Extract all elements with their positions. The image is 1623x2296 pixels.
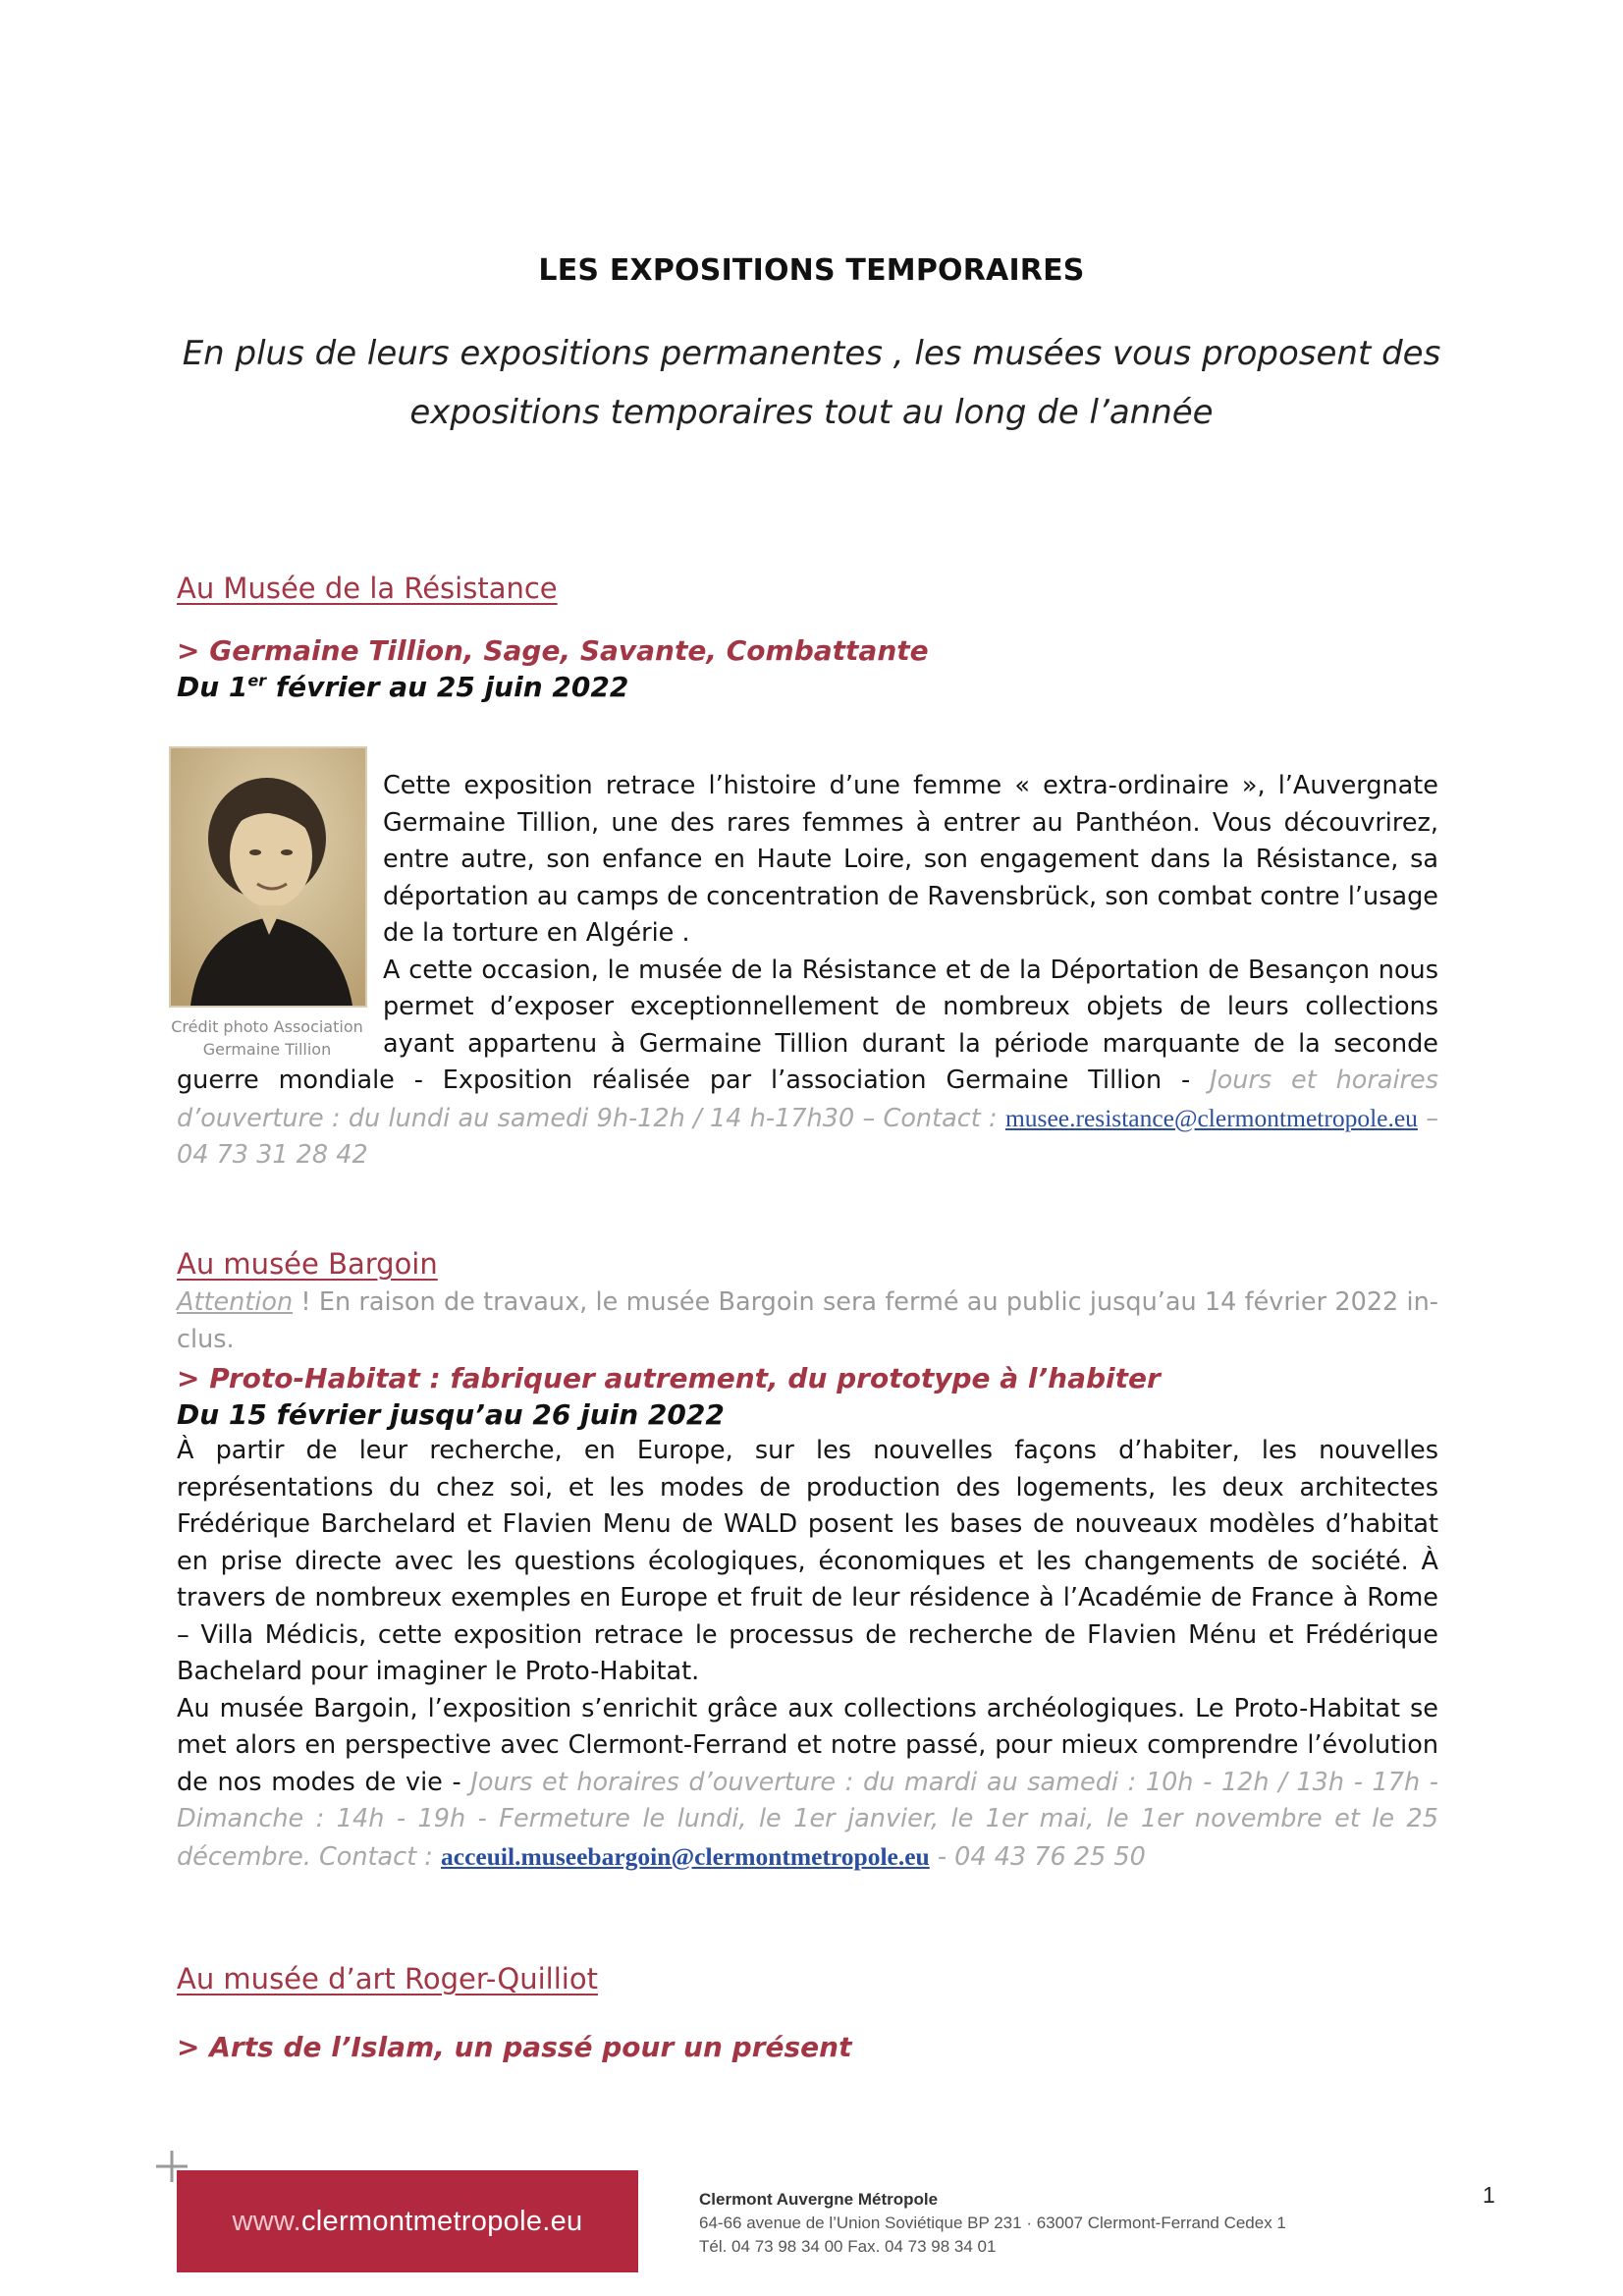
attention-label: Attention [177,1287,294,1317]
page-title: LES EXPOSITIONS TEMPORAIRES [538,253,1085,288]
bargoin-phone: - 04 43 76 25 50 [929,1841,1146,1872]
page-number: 1 [1483,2182,1495,2208]
banner-www: www. [232,2205,301,2237]
section-resistance [177,572,1438,703]
footer-address [699,2188,1445,2259]
resistance-hours: Jours et horaires d’ouverture : du lundi au samedi 9h-12h / 14 h-17h30 – Contact : [177,1066,1438,1133]
caption-line-1: Crédit photo Association [171,1017,363,1036]
section-heading-quilliot: Au musée d’art Roger-Quilliot [177,1962,598,1995]
bargoin-paragraph-1: À partir de leur recherche, en Europe, sur les nouvelles façons d’habiter, les nouvelles représentations du chez soi, et les modes de production des logements, les deux architectes Frédérique Barchelard et Flavien Menu de WALD posent les bases de nouveaux modèles d’habitat en prise directe avec les questions écologiques, économiques et les changements de société. À travers de nombreux exemples en Europe et fruit de leur résidence à l’Académie de France à Rome – Villa Médicis, cette exposition retrace le processus de recherche de Flavien Ménu et Frédérique Bachelard pour imaginer le Proto-Habitat. [177,1436,1438,1686]
footer-phone-fax: Tél. 04 73 98 34 00 Fax. 04 73 98 34 01 [699,2237,997,2256]
section-quilliot [177,1962,1438,2063]
footer-street-address: 64-66 avenue de l’Union Soviétique BP 231 · 63007 Clermont-Ferrand Cedex 1 [699,2214,1286,2232]
resistance-paragraph-1: Cette exposition retrace l’histoire d’une femme « extra-ordinaire », l’Auvergnate Germaine Tillion, une des rares femmes à entrer au Panthéon. Vous découvrirez, entre autre, son enfance en Haute Loire, son engagement dans la Résistance, sa déportation au camps de concentration de Ravensbrück, son combat contre l’usage de la torture en Algérie . [383,771,1438,948]
bargoin-email-link[interactable]: acceuil.museebargoin@clermontmetropole.eu [441,1841,930,1871]
bargoin-paragraph-2 [177,1691,1438,1877]
exhibit-title-proto-habitat: > Proto-Habitat : fabriquer autrement, du prototype à l’habiter [177,1362,1161,1394]
section-heading-bargoin: Au musée Bargoin [177,1247,438,1281]
dates-suffix: février au 25 juin 2022 [266,671,629,703]
section-heading-resistance: Au Musée de la Résistance [177,572,558,605]
bargoin-paragraph-2-text: Au musée Bargoin, l’exposition s’enrichit grâce aux collections archéologiques. Le Proto-Habitat se met alors en perspective avec Clermont-Ferrand et notre passé, pour mieux comprendre l’évolution de nos modes de vie - [177,1693,1438,1797]
subtitle-line-1: En plus de leurs expositions permanentes , les musées vous proposent des [182,334,1441,373]
subtitle-line-2: expositions temporaires tout au long de l’année [409,393,1214,432]
exhibit-dates-proto-habitat: Du 15 février jusqu’au 26 juin 2022 [177,1398,725,1431]
bargoin-hours: Jours et horaires d’ouverture : du mardi au samedi : 10h - 12h / 13h - 17h - Dimanche : 14h - 19h - Fermeture le lundi, le 1er janvier, le 1er mai, le 1er novembre et le 25 décembre. Contact : [177,1767,1438,1872]
attention-text: ! En raison de travaux, le musée Bargoin sera fermé au public jusqu’au 14 février 2022 in-clus. [177,1287,1438,1354]
exhibit-title-tillion: > Germaine Tillion, Sage, Savante, Combattante [177,634,929,667]
photo-spacer [177,768,383,1063]
exhibit-dates-tillion [177,671,1438,703]
resistance-paragraph-2-text: A cette occasion, le musée de la Résistance et de la Déportation de Besançon nous permet d’exposer exceptionnellement de nombreux objets de leurs collections ayant appartenu à Germaine Tillion durant la période marquante de la seconde guerre mondiale - Exposition réalisée par l’association Germaine Tillion - [177,955,1438,1095]
section-bargoin [177,1247,1438,1876]
footer-website-banner[interactable] [177,2170,638,2272]
page-subtitle [0,324,1623,442]
resistance-email-link[interactable]: musee.resistance@clermontmetropole.eu [1004,1103,1418,1132]
caption-line-2: Germaine Tillion [202,1040,332,1059]
exhibit-title-islam: > Arts de l’Islam, un passé pour un présent [177,2031,852,2063]
footer-org-name: Clermont Auvergne Métropole [699,2190,939,2209]
bargoin-attention [177,1285,1438,1358]
resistance-body [177,768,1438,1175]
dates-sup: er [247,671,267,690]
resistance-phone: – 04 73 31 28 42 [177,1103,1438,1170]
banner-domain: clermontmetropole.eu [301,2205,583,2237]
dates-prefix: Du 1 [177,671,248,703]
